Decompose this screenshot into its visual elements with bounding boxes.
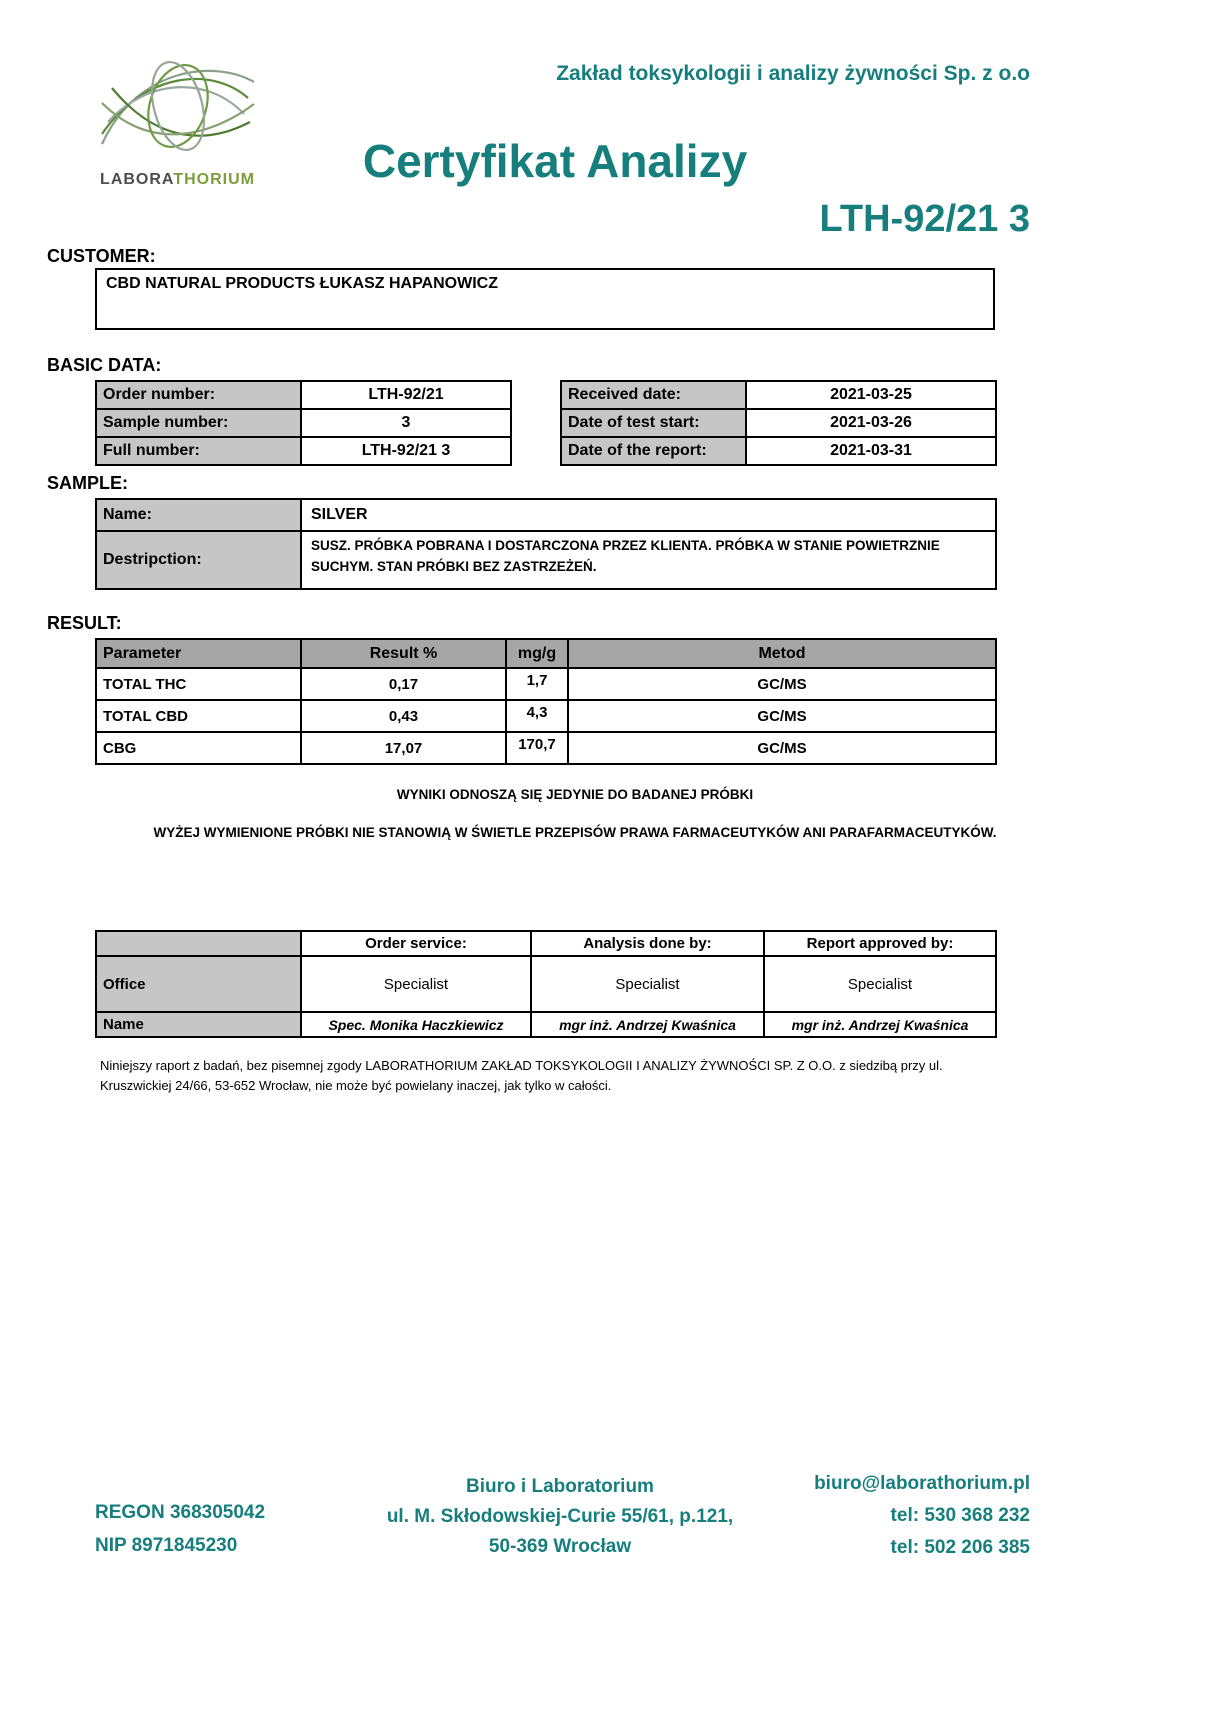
contact-phone-2: tel: 502 206 385 xyxy=(890,1537,1030,1558)
signatures-corner-cell xyxy=(96,931,301,956)
order-service-header: Order service: xyxy=(301,931,531,956)
order-number-label: Order number: xyxy=(96,381,301,409)
mg-per-g-cell: 1,7 xyxy=(506,668,568,700)
result-percent-cell: 0,17 xyxy=(301,668,506,700)
sample-section-label: SAMPLE: xyxy=(47,473,128,493)
sample-number-value: 3 xyxy=(301,409,511,437)
table-row xyxy=(96,437,511,465)
basic-data-table-left xyxy=(95,380,512,466)
sample-description-value: SUSZ. PRÓBKA POBRANA I DOSTARCZONA PRZEZ KLIENTA. PRÓBKA W STANIE POWIETRZNIE SUCHYM. STAN PRÓBKI BEZ ZASTRZEŻEŃ. xyxy=(301,531,996,589)
name-row xyxy=(96,1012,996,1037)
regon-number: REGON 368305042 xyxy=(95,1502,266,1523)
parameter-cell: CBG xyxy=(96,732,301,764)
table-row xyxy=(561,409,996,437)
name-label: Name xyxy=(96,1012,301,1037)
table-row xyxy=(96,409,511,437)
sample-name-value: SILVER xyxy=(301,499,996,531)
report-number: LTH-92/21 3 xyxy=(819,198,1030,240)
result-row-cbg xyxy=(96,732,996,764)
office-row xyxy=(96,956,996,1012)
test-start-date-label: Date of test start: xyxy=(561,409,746,437)
received-date-label: Received date: xyxy=(561,381,746,409)
sample-description-label: Destripction: xyxy=(96,531,301,589)
customer-box xyxy=(95,268,995,330)
received-date-value: 2021-03-25 xyxy=(746,381,996,409)
logo-wordmark-thorium: THORIUM xyxy=(173,171,255,188)
order-number-value: LTH-92/21 xyxy=(301,381,511,409)
footer-address-block xyxy=(350,1472,770,1562)
table-row xyxy=(96,381,511,409)
method-cell: GC/MS xyxy=(568,732,996,764)
signature-name-cell: mgr inż. Andrzej Kwaśnica xyxy=(764,1012,996,1037)
table-row xyxy=(561,437,996,465)
result-header-parameter: Parameter xyxy=(96,639,301,668)
footer-registration-block xyxy=(95,1496,265,1562)
copy-disclaimer: Niniejszy raport z badań, bez pisemnej zgody LABORATHORIUM ZAKŁAD TOKSYKOLOGII I ANALIZY ŻYWNOŚCI SP. Z O.O. z siedzibą przy ul. Kruszwickiej 24/66, 53-652 Wrocław, nie może być powielany inaczej, jak tylko w całości. xyxy=(100,1058,943,1093)
results-scope-note: WYNIKI ODNOSZĄ SIĘ JEDYNIE DO BADANEJ PRÓBKI xyxy=(396,787,754,802)
address-line1: ul. M. Skłodowskiej-Curie 55/61, p.121, xyxy=(386,1506,734,1527)
result-percent-cell: 0,43 xyxy=(301,700,506,732)
sample-number-label: Sample number: xyxy=(96,409,301,437)
report-approved-by-header: Report approved by: xyxy=(764,931,996,956)
result-header-mg-g: mg/g xyxy=(506,639,568,668)
customer-section-label: CUSTOMER: xyxy=(47,246,156,266)
result-section-label: RESULT: xyxy=(47,613,122,633)
office-cell: Specialist xyxy=(764,956,996,1012)
office-cell: Specialist xyxy=(531,956,764,1012)
analysis-done-by-header: Analysis done by: xyxy=(531,931,764,956)
full-number-label: Full number: xyxy=(96,437,301,465)
signature-name-cell: Spec. Monika Haczkiewicz xyxy=(301,1012,531,1037)
logo-wordmark-labora: LABORA xyxy=(100,171,174,188)
basic-data-table-right xyxy=(560,380,997,466)
customer-name: CBD NATURAL PRODUCTS ŁUKASZ HAPANOWICZ xyxy=(106,275,498,292)
result-table xyxy=(95,638,997,765)
mg-per-g-cell: 4,3 xyxy=(506,700,568,732)
signature-name-cell: mgr inż. Andrzej Kwaśnica xyxy=(531,1012,764,1037)
result-header-result-percent: Result % xyxy=(301,639,506,668)
signatures-table xyxy=(95,930,997,1038)
sample-name-label: Name: xyxy=(96,499,301,531)
method-cell: GC/MS xyxy=(568,700,996,732)
footer-contact-block xyxy=(814,1468,1030,1564)
company-name: Zakład toksykologii i analizy żywności Sp. z o.o xyxy=(556,62,1030,85)
table-row xyxy=(96,531,996,589)
result-header-method: Metod xyxy=(568,639,996,668)
table-row xyxy=(96,499,996,531)
contact-phone-1: tel: 530 368 232 xyxy=(890,1505,1030,1526)
parameter-cell: TOTAL THC xyxy=(96,668,301,700)
office-title: Biuro i Laboratorium xyxy=(466,1476,654,1497)
full-number-value: LTH-92/21 3 xyxy=(301,437,511,465)
method-cell: GC/MS xyxy=(568,668,996,700)
office-label: Office xyxy=(96,956,301,1012)
contact-email: biuro@laborathorium.pl xyxy=(814,1473,1030,1494)
result-row-total-cbd xyxy=(96,700,996,732)
office-cell: Specialist xyxy=(301,956,531,1012)
result-header-row xyxy=(96,639,996,668)
report-date-label: Date of the report: xyxy=(561,437,746,465)
signatures-header-row xyxy=(96,931,996,956)
address-line2: 50-369 Wrocław xyxy=(488,1536,632,1557)
pharmaceutical-note: WYŻEJ WYMIENIONE PRÓBKI NIE STANOWIĄ W ŚWIETLE PRZEPISÓW PRAWA FARMACEUTYKÓW ANI PARAFARMACEUTYKÓW. xyxy=(153,825,997,840)
report-date-value: 2021-03-31 xyxy=(746,437,996,465)
result-row-total-thc xyxy=(96,668,996,700)
page-title: Certyfikat Analizy xyxy=(362,135,748,187)
sample-table xyxy=(95,498,997,590)
nip-number: NIP 8971845230 xyxy=(95,1535,238,1556)
mg-per-g-cell: 170,7 xyxy=(506,732,568,764)
test-start-date-value: 2021-03-26 xyxy=(746,409,996,437)
result-percent-cell: 17,07 xyxy=(301,732,506,764)
table-row xyxy=(561,381,996,409)
parameter-cell: TOTAL CBD xyxy=(96,700,301,732)
basic-data-section-label: BASIC DATA: xyxy=(47,355,162,375)
